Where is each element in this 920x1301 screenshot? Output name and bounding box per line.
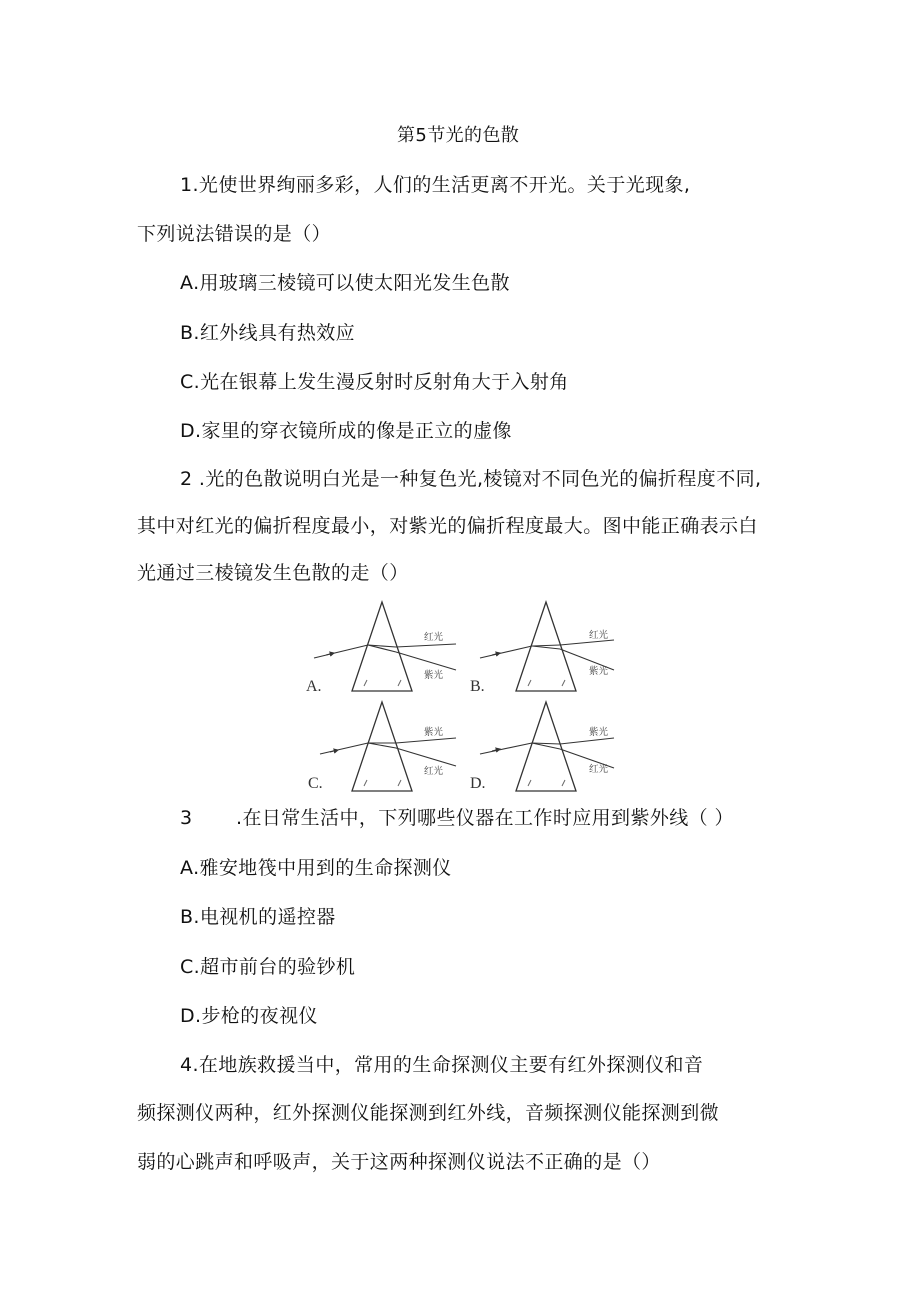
q4-stem-line1: 4.在地族救援当中，常用的生命探测仪主要有红外探测仪和音 (180, 1054, 704, 1076)
ray-label-b-top: 红光 (589, 630, 609, 641)
incident-ray-c (320, 743, 368, 754)
q2-stem-line1: 2 .光的色散说明白光是一种复色光,棱镜对不同色光的偏折程度不同, (180, 468, 762, 490)
q1-stem-line1: 1.光使世界绚丽多彩，人们的生活更离不开光。关于光现象, (180, 174, 691, 196)
panel-b (470, 602, 614, 695)
panel-letter-d: D. (470, 775, 486, 792)
q1-option-d: D.家里的穿衣镜所成的像是正立的虚像 (180, 420, 512, 442)
page-title: 第5节光的色散 (397, 125, 520, 146)
panel-d (470, 702, 614, 792)
prism-dispersion-figure (300, 598, 620, 794)
q3-option-c: C.超市前台的验钞机 (180, 956, 356, 978)
q3-stem: .在日常生活中，下列哪些仪器在工作时应用到紫外线（ ） (236, 807, 734, 829)
panel-letter-b: B. (470, 678, 485, 695)
q3-option-b: B.电视机的遥控器 (180, 906, 336, 928)
panel-a (306, 602, 456, 695)
incident-ray-a (314, 645, 368, 658)
q3-option-d: D.步枪的夜视仪 (180, 1005, 318, 1027)
q1-option-c: C.光在银幕上发生漫反射时反射角大于入射角 (180, 371, 569, 393)
prism-b (516, 602, 576, 691)
incident-ray-d (480, 743, 532, 754)
q1-option-a: A.用玻璃三棱镜可以使太阳光发生色散 (180, 272, 510, 294)
incident-ray-b (480, 646, 532, 658)
q3-option-a: A.雅安地筏中用到的生命探测仪 (180, 857, 452, 879)
ray-label-a-top: 红光 (424, 632, 444, 643)
ray-label-b-bottom: 紫光 (589, 666, 609, 677)
q4-stem-line3: 弱的心跳声和呼吸声，关于这两种探测仪说法不正确的是（） (137, 1151, 661, 1173)
panel-c (308, 702, 456, 792)
q1-stem-line2: 下列说法错误的是（） (137, 223, 332, 245)
ray-label-d-bottom: 红光 (589, 764, 609, 775)
prism-c (352, 702, 412, 791)
panel-letter-a: A. (306, 678, 322, 695)
q3-number: 3 (180, 807, 193, 829)
ray-label-d-top: 紫光 (589, 727, 609, 738)
ray-label-c-top: 紫光 (424, 727, 444, 738)
panel-letter-c: C. (308, 775, 323, 792)
q2-stem-line2: 其中对红光的偏折程度最小，对紫光的偏折程度最大。图中能正确表示白 (137, 515, 758, 537)
ray-label-a-bottom: 紫光 (424, 670, 444, 681)
q1-option-b: B.红外线具有热效应 (180, 322, 356, 344)
q4-stem-line2: 频探测仪两种，红外探测仪能探测到红外线，音频探测仪能探测到微 (137, 1102, 720, 1124)
q2-stem-line3: 光通过三棱镜发生色散的走（） (137, 562, 409, 584)
ray-label-c-bottom: 红光 (424, 766, 444, 777)
